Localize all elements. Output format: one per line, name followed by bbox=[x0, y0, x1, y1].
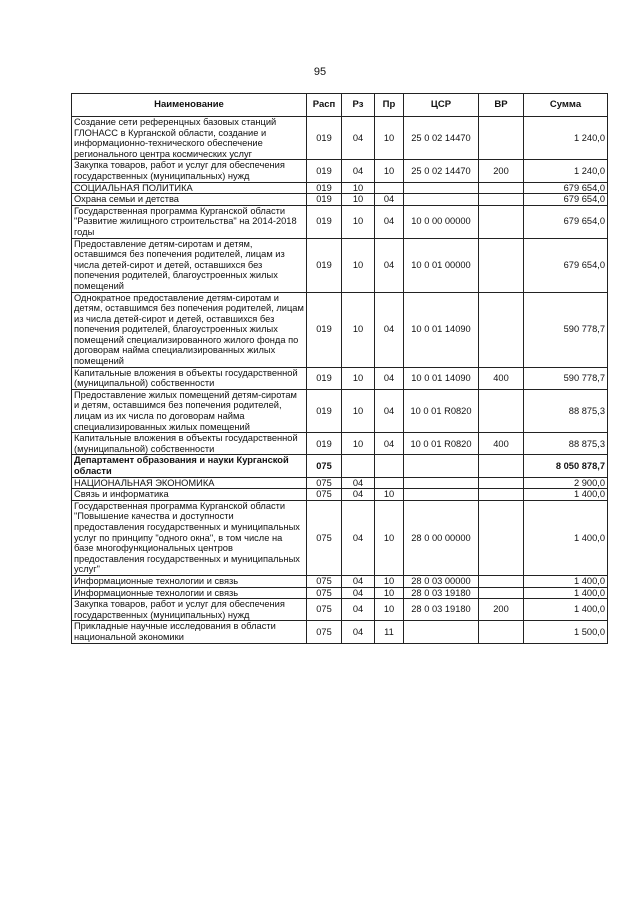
cell-rz: 10 bbox=[342, 182, 375, 194]
cell-sum: 1 400,0 bbox=[524, 575, 608, 587]
cell-name: Закупка товаров, работ и услуг для обеспечения государственных (муниципальных) нужд bbox=[72, 160, 307, 182]
cell-vr: 200 bbox=[479, 160, 524, 182]
cell-pr: 04 bbox=[375, 433, 404, 455]
cell-pr: 10 bbox=[375, 160, 404, 182]
table-row bbox=[72, 367, 608, 389]
cell-rasp: 019 bbox=[307, 389, 342, 432]
table-row bbox=[72, 194, 608, 206]
cell-vr bbox=[479, 205, 524, 238]
cell-pr: 11 bbox=[375, 621, 404, 643]
cell-pr bbox=[375, 455, 404, 477]
cell-pr: 04 bbox=[375, 389, 404, 432]
cell-csr: 25 0 02 14470 bbox=[404, 160, 479, 182]
header-pr: Пр bbox=[375, 94, 404, 117]
cell-sum: 590 778,7 bbox=[524, 292, 608, 367]
table-row bbox=[72, 292, 608, 367]
cell-pr: 10 bbox=[375, 117, 404, 160]
cell-sum: 679 654,0 bbox=[524, 205, 608, 238]
cell-name: НАЦИОНАЛЬНАЯ ЭКОНОМИКА bbox=[72, 477, 307, 489]
cell-rz: 10 bbox=[342, 292, 375, 367]
cell-rasp: 019 bbox=[307, 194, 342, 206]
cell-rasp: 075 bbox=[307, 477, 342, 489]
cell-name: Однократное предоставление детям-сиротам и детям, оставшимся без попечения родителей, лицам из числа детей-сирот и детей, оставшихся без попечения родителей, благоустроенных жилых помещений специализированного жилого фонда по договорам найма специализированных жилых помещений bbox=[72, 292, 307, 367]
cell-sum: 590 778,7 bbox=[524, 367, 608, 389]
cell-vr bbox=[479, 194, 524, 206]
cell-sum: 8 050 878,7 bbox=[524, 455, 608, 477]
cell-name: Капитальные вложения в объекты государственной (муниципальной) собственности bbox=[72, 433, 307, 455]
cell-sum: 88 875,3 bbox=[524, 433, 608, 455]
cell-name: Охрана семьи и детства bbox=[72, 194, 307, 206]
cell-pr: 10 bbox=[375, 575, 404, 587]
cell-sum: 1 400,0 bbox=[524, 500, 608, 575]
cell-csr: 10 0 01 R0820 bbox=[404, 389, 479, 432]
header-name: Наименование bbox=[72, 94, 307, 117]
cell-name: Информационные технологии и связь bbox=[72, 575, 307, 587]
cell-name: Прикладные научные исследования в области национальной экономики bbox=[72, 621, 307, 643]
cell-csr: 28 0 03 19180 bbox=[404, 587, 479, 599]
cell-rasp: 075 bbox=[307, 599, 342, 621]
table-row bbox=[72, 587, 608, 599]
cell-rasp: 019 bbox=[307, 205, 342, 238]
cell-rz: 04 bbox=[342, 587, 375, 599]
cell-rz: 10 bbox=[342, 433, 375, 455]
cell-sum: 679 654,0 bbox=[524, 194, 608, 206]
table-row bbox=[72, 433, 608, 455]
cell-csr: 10 0 01 14090 bbox=[404, 367, 479, 389]
cell-rz: 04 bbox=[342, 599, 375, 621]
table-row bbox=[72, 575, 608, 587]
cell-sum: 679 654,0 bbox=[524, 238, 608, 292]
cell-csr: 10 0 00 00000 bbox=[404, 205, 479, 238]
cell-vr bbox=[479, 455, 524, 477]
cell-pr: 10 bbox=[375, 587, 404, 599]
cell-vr bbox=[479, 621, 524, 643]
cell-sum: 88 875,3 bbox=[524, 389, 608, 432]
header-rasp: Расп bbox=[307, 94, 342, 117]
header-row bbox=[72, 94, 608, 117]
cell-csr bbox=[404, 489, 479, 501]
table-body bbox=[72, 117, 608, 644]
cell-rasp: 019 bbox=[307, 182, 342, 194]
cell-name: Связь и информатика bbox=[72, 489, 307, 501]
table-row bbox=[72, 160, 608, 182]
cell-rasp: 075 bbox=[307, 489, 342, 501]
page-number: 95 bbox=[313, 66, 327, 78]
table-row bbox=[72, 389, 608, 432]
cell-rz: 04 bbox=[342, 117, 375, 160]
cell-csr: 10 0 01 00000 bbox=[404, 238, 479, 292]
cell-vr: 400 bbox=[479, 367, 524, 389]
cell-rz: 10 bbox=[342, 389, 375, 432]
cell-name: Предоставление детям-сиротам и детям, оставшимся без попечения родителей, лицам из числа детей-сирот и детей, оставшихся без попечения родителей, благоустроенных жилых помещений bbox=[72, 238, 307, 292]
cell-csr bbox=[404, 455, 479, 477]
cell-rz: 04 bbox=[342, 500, 375, 575]
cell-rz: 04 bbox=[342, 489, 375, 501]
cell-name: Капитальные вложения в объекты государственной (муниципальной) собственности bbox=[72, 367, 307, 389]
cell-rasp: 019 bbox=[307, 117, 342, 160]
cell-csr: 28 0 03 00000 bbox=[404, 575, 479, 587]
cell-pr: 10 bbox=[375, 599, 404, 621]
cell-rasp: 075 bbox=[307, 575, 342, 587]
cell-csr: 28 0 00 00000 bbox=[404, 500, 479, 575]
cell-csr bbox=[404, 182, 479, 194]
table-row bbox=[72, 621, 608, 643]
cell-csr: 25 0 02 14470 bbox=[404, 117, 479, 160]
cell-name: Создание сети референцных базовых станций ГЛОНАСС в Курганской области, создание и информационно-технического обеспечение регионального центра космических услуг bbox=[72, 117, 307, 160]
cell-rasp: 019 bbox=[307, 292, 342, 367]
header-rz: Рз bbox=[342, 94, 375, 117]
cell-name: СОЦИАЛЬНАЯ ПОЛИТИКА bbox=[72, 182, 307, 194]
cell-sum: 1 500,0 bbox=[524, 621, 608, 643]
cell-rasp: 075 bbox=[307, 500, 342, 575]
cell-vr: 200 bbox=[479, 599, 524, 621]
table-row bbox=[72, 182, 608, 194]
cell-rasp: 075 bbox=[307, 455, 342, 477]
cell-rz: 10 bbox=[342, 194, 375, 206]
cell-rz: 10 bbox=[342, 367, 375, 389]
cell-sum: 679 654,0 bbox=[524, 182, 608, 194]
cell-vr bbox=[479, 238, 524, 292]
cell-pr: 04 bbox=[375, 205, 404, 238]
cell-vr bbox=[479, 182, 524, 194]
cell-pr: 04 bbox=[375, 367, 404, 389]
cell-vr: 400 bbox=[479, 433, 524, 455]
cell-vr bbox=[479, 500, 524, 575]
cell-rz: 04 bbox=[342, 160, 375, 182]
cell-rz: 10 bbox=[342, 205, 375, 238]
cell-rasp: 075 bbox=[307, 587, 342, 599]
cell-vr bbox=[479, 389, 524, 432]
table-row bbox=[72, 117, 608, 160]
cell-rz: 04 bbox=[342, 477, 375, 489]
cell-name: Закупка товаров, работ и услуг для обеспечения государственных (муниципальных) нужд bbox=[72, 599, 307, 621]
cell-rz: 04 bbox=[342, 621, 375, 643]
table-row bbox=[72, 500, 608, 575]
table-row bbox=[72, 238, 608, 292]
cell-vr bbox=[479, 117, 524, 160]
cell-rasp: 019 bbox=[307, 367, 342, 389]
table-row bbox=[72, 205, 608, 238]
cell-vr bbox=[479, 489, 524, 501]
cell-rasp: 019 bbox=[307, 433, 342, 455]
cell-pr bbox=[375, 182, 404, 194]
cell-name: Информационные технологии и связь bbox=[72, 587, 307, 599]
table-row bbox=[72, 489, 608, 501]
cell-sum: 1 240,0 bbox=[524, 117, 608, 160]
cell-sum: 1 400,0 bbox=[524, 489, 608, 501]
table-row bbox=[72, 455, 608, 477]
cell-sum: 1 400,0 bbox=[524, 599, 608, 621]
cell-vr bbox=[479, 587, 524, 599]
cell-name: Государственная программа Курганской области "Развитие жилищного строительства" на 2014-2018 годы bbox=[72, 205, 307, 238]
table-row bbox=[72, 477, 608, 489]
header-vr: ВР bbox=[479, 94, 524, 117]
cell-pr: 10 bbox=[375, 500, 404, 575]
header-sum: Сумма bbox=[524, 94, 608, 117]
cell-name: Департамент образования и науки Курганской области bbox=[72, 455, 307, 477]
cell-sum: 1 400,0 bbox=[524, 587, 608, 599]
cell-csr bbox=[404, 194, 479, 206]
cell-pr: 04 bbox=[375, 292, 404, 367]
header-csr: ЦСР bbox=[404, 94, 479, 117]
cell-csr: 10 0 01 R0820 bbox=[404, 433, 479, 455]
cell-rz bbox=[342, 455, 375, 477]
cell-name: Государственная программа Курганской области "Повышение качества и доступности предоставления государственных и муниципальных услуг по принципу "одного окна", в том числе на базе многофункциональных центров предоставления государственных и муниципальных услуг" bbox=[72, 500, 307, 575]
cell-sum: 1 240,0 bbox=[524, 160, 608, 182]
cell-rz: 04 bbox=[342, 575, 375, 587]
cell-name: Предоставление жилых помещений детям-сиротам и детям, оставшимся без попечения родителей, лицам из их числа по договорам найма специализированных жилых помещений bbox=[72, 389, 307, 432]
cell-pr: 10 bbox=[375, 489, 404, 501]
cell-rz: 10 bbox=[342, 238, 375, 292]
cell-csr: 10 0 01 14090 bbox=[404, 292, 479, 367]
table-row bbox=[72, 599, 608, 621]
cell-sum: 2 900,0 bbox=[524, 477, 608, 489]
cell-csr bbox=[404, 621, 479, 643]
cell-rasp: 075 bbox=[307, 621, 342, 643]
budget-table bbox=[71, 93, 608, 644]
cell-pr: 04 bbox=[375, 194, 404, 206]
cell-csr: 28 0 03 19180 bbox=[404, 599, 479, 621]
cell-vr bbox=[479, 477, 524, 489]
cell-pr: 04 bbox=[375, 238, 404, 292]
cell-pr bbox=[375, 477, 404, 489]
cell-vr bbox=[479, 575, 524, 587]
cell-rasp: 019 bbox=[307, 238, 342, 292]
cell-rasp: 019 bbox=[307, 160, 342, 182]
cell-csr bbox=[404, 477, 479, 489]
cell-vr bbox=[479, 292, 524, 367]
